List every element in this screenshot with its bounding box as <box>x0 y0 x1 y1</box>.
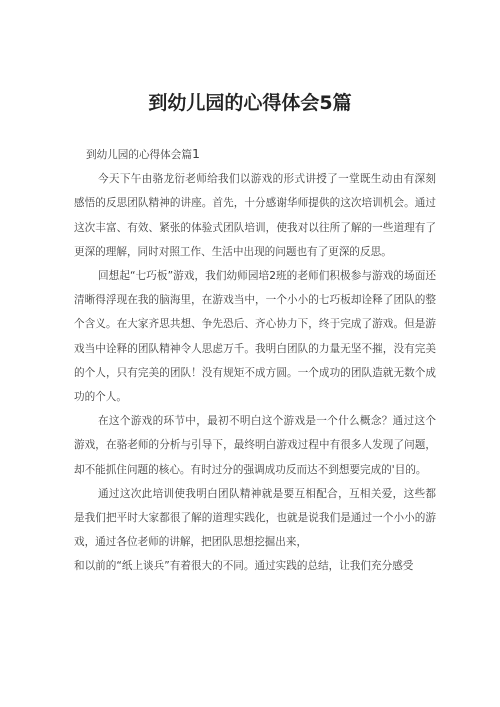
section-heading-text: 到幼儿园的心得体会篇 <box>86 149 192 161</box>
paragraph-5: 和以前的“纸上谈兵”有着很大的不同。通过实践的总结，让我们充分感受 <box>74 560 414 573</box>
document-title: 到幼儿园的心得体会5篇 <box>148 92 352 114</box>
paragraph-4: 通过这次此培训使我明白团队精神就是要互相配合，互相关爱，这些都是我们把平时大家都很了解的道理实践化，也就是说我们是通过一个小小的游戏，通过各位老师的讲解，把团队思想挖掘出来， <box>74 487 436 549</box>
paragraph-1: 今天下午由骆龙衍老师给我们以游戏的形式讲授了一堂既生动由有深刻感悟的反思团队精神的讲座。首先，十分感谢华师提供的这次培训机会。通过这次丰富、有效、紧张的体验式团队培训，使我对以往所了解的一些道理有了更深的理解，同时对照工作、生活中出现的问题也有了更深的反思。 <box>74 173 436 258</box>
paragraph-3: 在这个游戏的环节中，最初不明白这个游戏是一个什么概念？通过这个游戏，在骆老师的分析与引导下，最终明白游戏过程中有很多人发现了问题，却不能抓住问题的核心。有时过分的强调成功反而达不到想要完成的'目的。 <box>74 415 436 476</box>
section-heading-number: 1 <box>191 146 200 161</box>
paragraph-2: 回想起“七巧板”游戏，我们幼师园培2班的老师们积极参与游戏的场面还清晰得浮现在我的脑海里，在游戏当中，一个小小的七巧板却诠释了团队的整个含义。在大家齐思共想、争先恐后、齐心协力下，终于完成了游戏。但是游戏当中诠释的团队精神令人思虑万千。我明白团队的力量无坚不摧，没有完美的个人，只有完美的团队！没有规矩不成方圆。一个成功的团队造就无数个成功的个人。 <box>74 270 436 404</box>
section-heading <box>74 142 436 167</box>
document-body <box>74 142 436 579</box>
